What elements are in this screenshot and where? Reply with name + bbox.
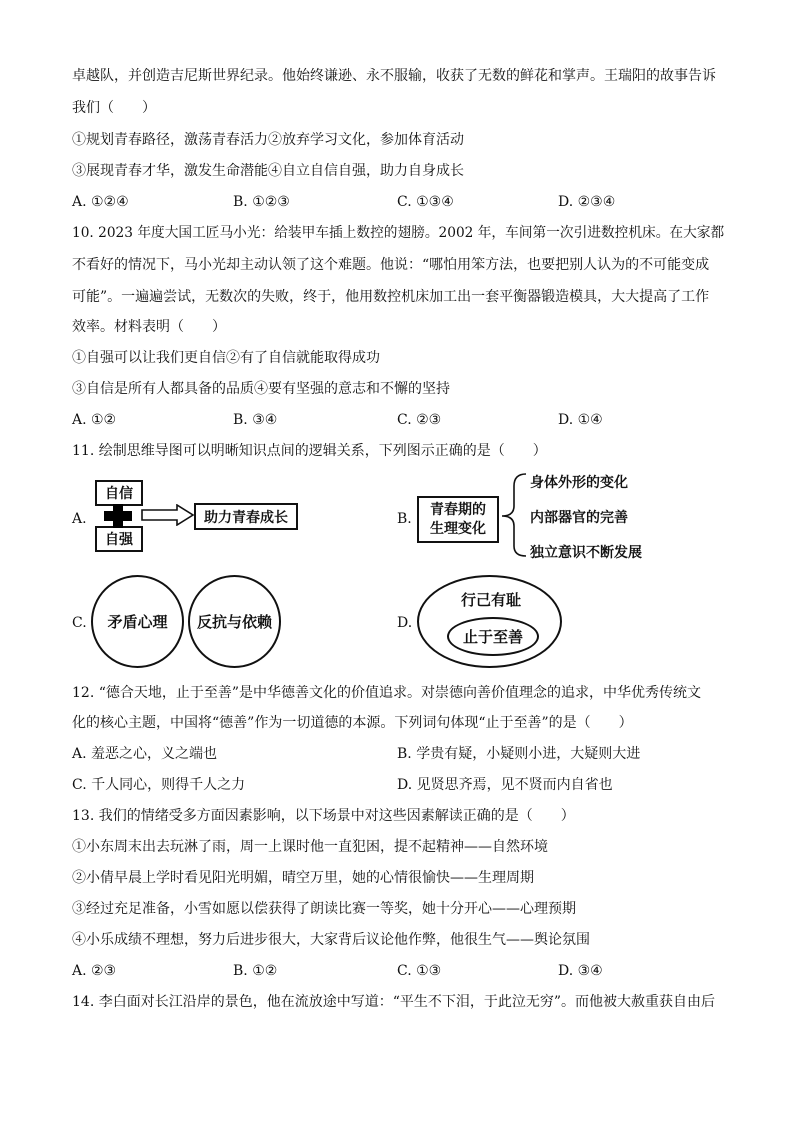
q11-diagram-d-label: D. [397,615,413,631]
q13-option-a: A. ②③ [72,963,117,979]
diagram-b-branch-2: 内部器官的完善 [530,510,628,526]
q10-line-3: 可能”。一遍遍尝试，无数次的失败，终于，他用数控机床加工出一套平衡器锻造模具，大大提高了工作 [72,289,710,305]
q12-option-a: A. 羞恶之心，义之端也 [72,746,218,762]
q9-line-1: 卓越队，并创造吉尼斯世界纪录。他始终谦逊、永不服输，收获了无数的鲜花和掌声。王瑞阳的故事告诉 [72,68,716,84]
q10-statement-2: ③自信是所有人都具备的品质④要有坚强的意志和不懈的坚持 [72,381,450,397]
q9-option-c: C. ①③④ [397,194,454,210]
q12-option-d: D. 见贤思齐焉，见不贤而内自省也 [397,777,613,793]
q10-line-2: 不看好的情况下，马小光却主动认领了这个难题。他说：“哪怕用笨方法，也要把别人认为的不可能变成 [72,257,710,273]
q11-diagram-b-label: B. [397,511,412,527]
q10-option-d: D. ①④ [558,412,603,428]
diagram-b-curly-brace [500,470,530,560]
diagram-c-contradiction-circle: 矛盾心理 [91,575,184,668]
diagram-a-growth-box: 助力青春成长 [194,503,298,530]
diagram-a-confidence-box: 自信 [95,480,143,506]
diagram-b-physiological-change-box [417,496,499,543]
q13-stem: 13. 我们的情绪受多方面因素影响，以下场景中对这些因素解读正确的是（ ） [72,808,575,824]
diagram-d-inner-label: 止于至善 [462,628,523,646]
q12-option-b: B. 学贵有疑，小疑则小进，大疑则大进 [397,746,641,762]
q9-option-b: B. ①②③ [233,194,290,210]
q10-statement-1: ①自强可以让我们更自信②有了自信就能取得成功 [72,350,380,366]
diagram-b-branch-3: 独立意识不断发展 [530,545,642,561]
q9-statement-2: ③展现青春才华，激发生命潜能④自立自信自强，助力自身成长 [72,163,464,179]
q14-line-1: 14. 李白面对长江沿岸的景色，他在流放途中写道：“平生不下泪，于此泣无穷”。而他被大赦重获自由后 [72,994,716,1010]
q12-line-1: 12. “德合天地，止于至善”是中华德善文化的价值追求。对崇德向善价值理念的追求，中华优秀传统文 [72,685,702,701]
q9-option-a: A. ①②④ [72,194,129,210]
q11-stem: 11. 绘制思维导图可以明晰知识点间的逻辑关系，下列图示正确的是（ ） [72,443,547,459]
diagram-b-main-line-1: 青春期的 [430,501,486,518]
q10-option-a: A. ①② [72,412,117,428]
q10-option-c: C. ②③ [397,412,442,428]
q13-option-b: B. ①② [233,963,278,979]
q9-option-d: D. ②③④ [558,194,616,210]
q10-line-4: 效率。材料表明（ ） [72,319,226,335]
q13-statement-4: ④小乐成绩不理想，努力后进步很大，大家背后议论他作弊，他很生气——舆论氛围 [72,932,590,948]
q9-line-2: 我们（ ） [72,100,156,116]
diagram-b-branch-1: 身体外形的变化 [530,475,628,491]
diagram-a-plus-connector [104,504,132,528]
q13-option-d: D. ③④ [558,963,603,979]
diagram-a-self-reliance-box: 自强 [95,526,143,552]
diagram-d-outer-label: 行己有耻 [461,591,522,609]
q11-diagram-c-label: C. [72,615,87,631]
q13-statement-2: ②小倩早晨上学时看见阳光明媚，晴空万里，她的心情很愉快——生理周期 [72,870,534,886]
diagram-d-inner-ellipse [447,617,539,656]
diagram-c-rebellion-circle: 反抗与依赖 [188,575,281,668]
q11-diagram-a-label: A. [72,511,87,527]
diagram-b-main-line-2: 生理变化 [430,520,486,537]
q9-statement-1: ①规划青春路径，激荡青春活力②放弃学习文化，参加体育活动 [72,132,464,148]
q12-line-2: 化的核心主题，中国将“德善”作为一切道德的本源。下列词句体现“止于至善”的是（ ） [72,715,633,731]
q10-option-b: B. ③④ [233,412,278,428]
q13-statement-1: ①小东周末出去玩淋了雨，周一上课时他一直犯困，提不起精神——自然环境 [72,839,548,855]
q13-statement-3: ③经过充足准备，小雪如愿以偿获得了朗读比赛一等奖，她十分开心——心理预期 [72,901,576,917]
q10-line-1: 10. 2023 年度大国工匠马小光：给装甲车插上数控的翅膀。2002 年，车间第一次引进数控机床。在大家都 [72,225,725,241]
q13-option-c: C. ①③ [397,963,442,979]
q12-option-c: C. 千人同心，则得千人之力 [72,777,246,793]
diagram-a-arrow [141,504,195,526]
